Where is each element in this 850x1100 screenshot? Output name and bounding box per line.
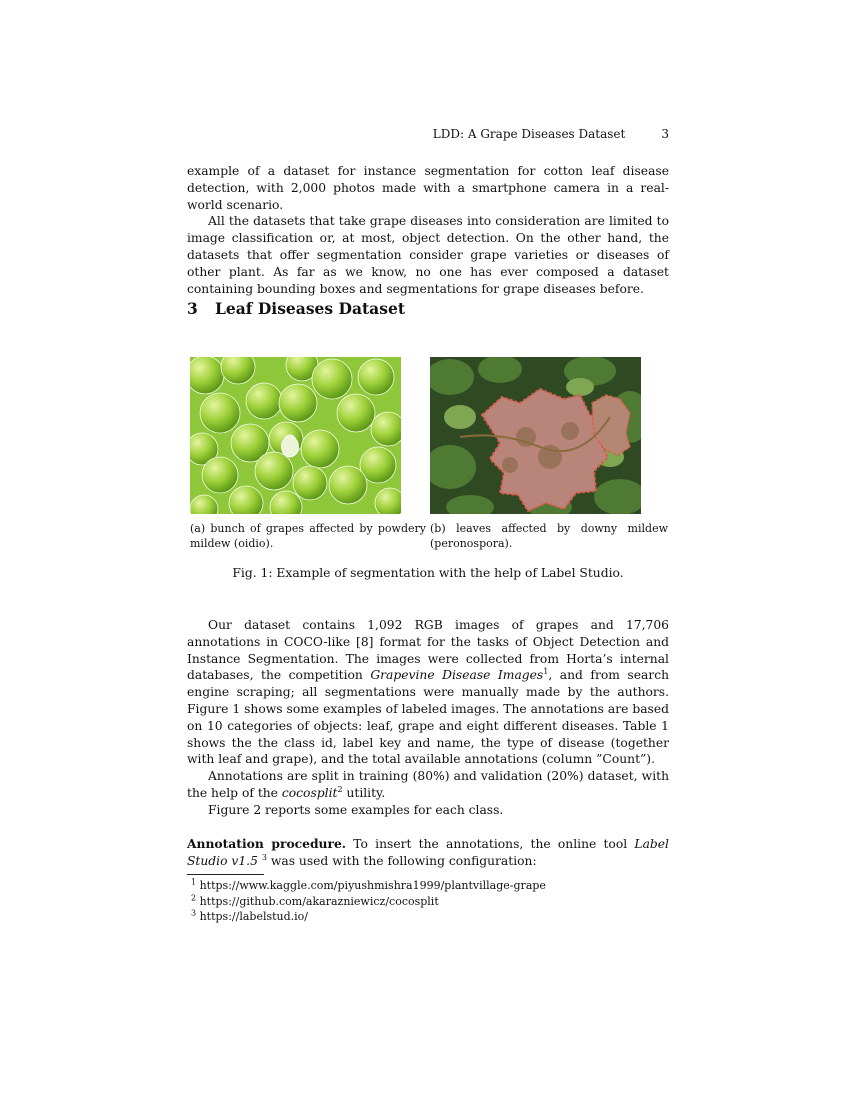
footnote	[191, 894, 546, 910]
intro-paragraph-2: All the datasets that take grape diseases into consideration are limited to image classification or, at most, object detection. On the other hand, the datasets that offer segmentation consider grape varieties or diseases of other plant. As far as we know, no one has ever composed a dataset containing bounding boxes and segmentations for grape diseases before.	[187, 214, 669, 296]
footnotes	[191, 878, 546, 925]
dataset-text: Annotations are split in training (80%) and validation (20%) dataset, with the help of the	[187, 769, 669, 800]
footnote-rule	[187, 874, 264, 875]
section-heading	[187, 299, 405, 318]
page-number: 3	[661, 127, 669, 141]
running-header	[433, 127, 669, 141]
dataset-paragraph-1	[187, 617, 669, 768]
footnote-number: 3	[191, 908, 197, 918]
dataset-text: utility.	[342, 785, 386, 800]
subfigure-caption-a: (a) bunch of grapes affected by powdery mildew (oidio).	[190, 522, 426, 550]
dataset-text: Our dataset contains 1,092 RGB images of grapes and 17,706 annotations in COCO-like [8] format for the tasks of Object Detection and Instance Segmentation. The images were collected from Horta’s internal databases, the competition	[187, 618, 669, 683]
grapes-powdery-mildew-image	[190, 357, 401, 514]
figure-caption: Fig. 1: Example of segmentation with the help of Label Studio.	[232, 566, 624, 580]
footnote	[191, 909, 546, 925]
footnote-mark-1: 1	[543, 667, 549, 677]
dataset-paragraph-2	[187, 768, 669, 802]
annotation-paragraph	[187, 836, 669, 870]
footnote-mark-3: 3	[261, 852, 267, 862]
section-title: Leaf Diseases Dataset	[215, 299, 405, 318]
footnote-url[interactable]: https://labelstud.io/	[199, 910, 309, 923]
footnote-number: 2	[191, 892, 197, 902]
running-title: LDD: A Grape Diseases Dataset	[432, 127, 626, 141]
footnote	[191, 878, 546, 894]
paragraph-heading: Annotation procedure.	[187, 836, 347, 851]
footnote-url[interactable]: https://github.com/akarazniewicz/cocosplit	[199, 894, 439, 908]
annotation-text: was used with the following configuration:	[266, 853, 537, 868]
tool-name: Label Studio v1.5	[187, 837, 669, 868]
intro-paragraph-1: example of a dataset for instance segmentation for cotton leaf disease detection, with 2,000 photos made with a smartphone camera in a real-world scenario.	[187, 164, 669, 212]
annotation-block	[187, 836, 669, 870]
leaves-downy-mildew-image	[430, 357, 641, 514]
footnote-mark-2: 2	[337, 784, 343, 794]
competition-name: Grapevine Disease Images	[370, 668, 544, 683]
dataset-text: , and from search engine scraping; all segmentations were manually made by the authors. Figure 1 shows some examples of labeled images. The annotations are based on 10 categories of objects: leaf, grape and eight different diseases. Table 1 shows the the class id, label key and name, the type of disease (together with leaf and grape), and the total available annotations (column ”Count”).	[187, 668, 670, 767]
dataset-paragraph-3: Figure 2 reports some examples for each class.	[208, 802, 504, 817]
footnote-number: 1	[191, 877, 197, 887]
annotation-text: To insert the annotations, the online tool	[346, 837, 635, 851]
section-number: 3	[187, 299, 198, 318]
subfigure-caption-b: (b) leaves affected by downy mildew (peronospora).	[430, 522, 668, 550]
intro-block	[187, 163, 669, 297]
footnote-url[interactable]: https://www.kaggle.com/piyushmishra1999/plantvillage-grape	[199, 879, 546, 892]
tool-name: cocosplit	[281, 785, 338, 800]
dataset-block	[187, 617, 669, 819]
